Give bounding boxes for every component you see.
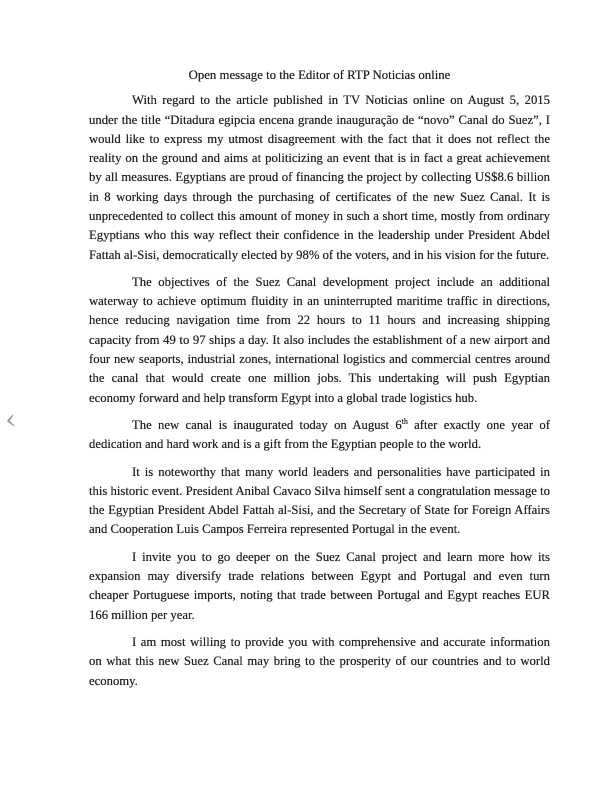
paragraph-trade-invitation: I invite you to go deeper on the Suez Canal project and learn more how its expansion may diversify trade relations between Egypt and Portugal and even turn cheaper Portuguese imports, noting that trade between Portugal and Egypt reaches EUR 166 million per year. — [89, 549, 550, 622]
letter-content — [89, 66, 550, 691]
paragraph-closing-offer: I am most willing to provide you with comprehensive and accurate information on what this new Suez Canal may bring to the prosperity of our countries and to world economy. — [89, 634, 550, 688]
document-title: Open message to the Editor of RTP Noticias online — [188, 68, 451, 82]
paragraph-inauguration-text-continued: after exactly one year of dedication and hard work and is a gift from the Egyptian people to the world. — [89, 417, 551, 452]
paragraph-inauguration — [89, 416, 550, 455]
paragraph-project-objectives: The objectives of the Suez Canal development project include an additional waterway to achieve optimum fluidity in an uninterrupted maritime traffic in directions, hence reducing navigation time from 22 hours to 11 hours and increasing shipping capacity from 49 to 97 ships a day. It also includes the establishment of a new airport and four new seaports, industrial zones, international logistics and commercial centres around the canal that would create one million jobs. This undertaking will push Egyptian economy forward and help transform Egypt into a global trade logistics hub. — [89, 274, 550, 405]
paragraph-intro-disagreement: With regard to the article published in TV Noticias online on August 5, 2015 under the title “Ditadura egipcia encena grande inauguração de “novo” Canal do Suez”, I would like to express my utmost disagreement with the fact that it does not reflect the reality on the ground and aims at politicizing an event that is in fact a great achievement by all measures. Egyptians are proud of financing the project by collecting US$8.6 billion in 8 working days through the purchasing of certificates of the new Suez Canal. It is unprecedented to collect this amount of money in such a short time, mostly from ordinary Egyptians who this way reflect their confidence in the leadership under President Abdel Fattah al-Sisi, democratically elected by 98% of the voters, and in his vision for the future. — [89, 93, 550, 262]
paragraph-inauguration-text: The new canal is inaugurated today on August 6 — [132, 417, 402, 432]
paragraph-world-leaders: It is noteworthy that many world leaders and personalities have participated in this historic event. President Anibal Cavaco Silva himself sent a congratulation message to the Egyptian President Abdel Fattah al-Sisi, and the Secretary of State for Foreign Affairs and Cooperation Luis Campos Ferreira represented Portugal in the event. — [89, 464, 550, 537]
scan-artifact-icon: ‹ — [3, 402, 18, 437]
ordinal-suffix-superscript: th — [401, 416, 408, 426]
